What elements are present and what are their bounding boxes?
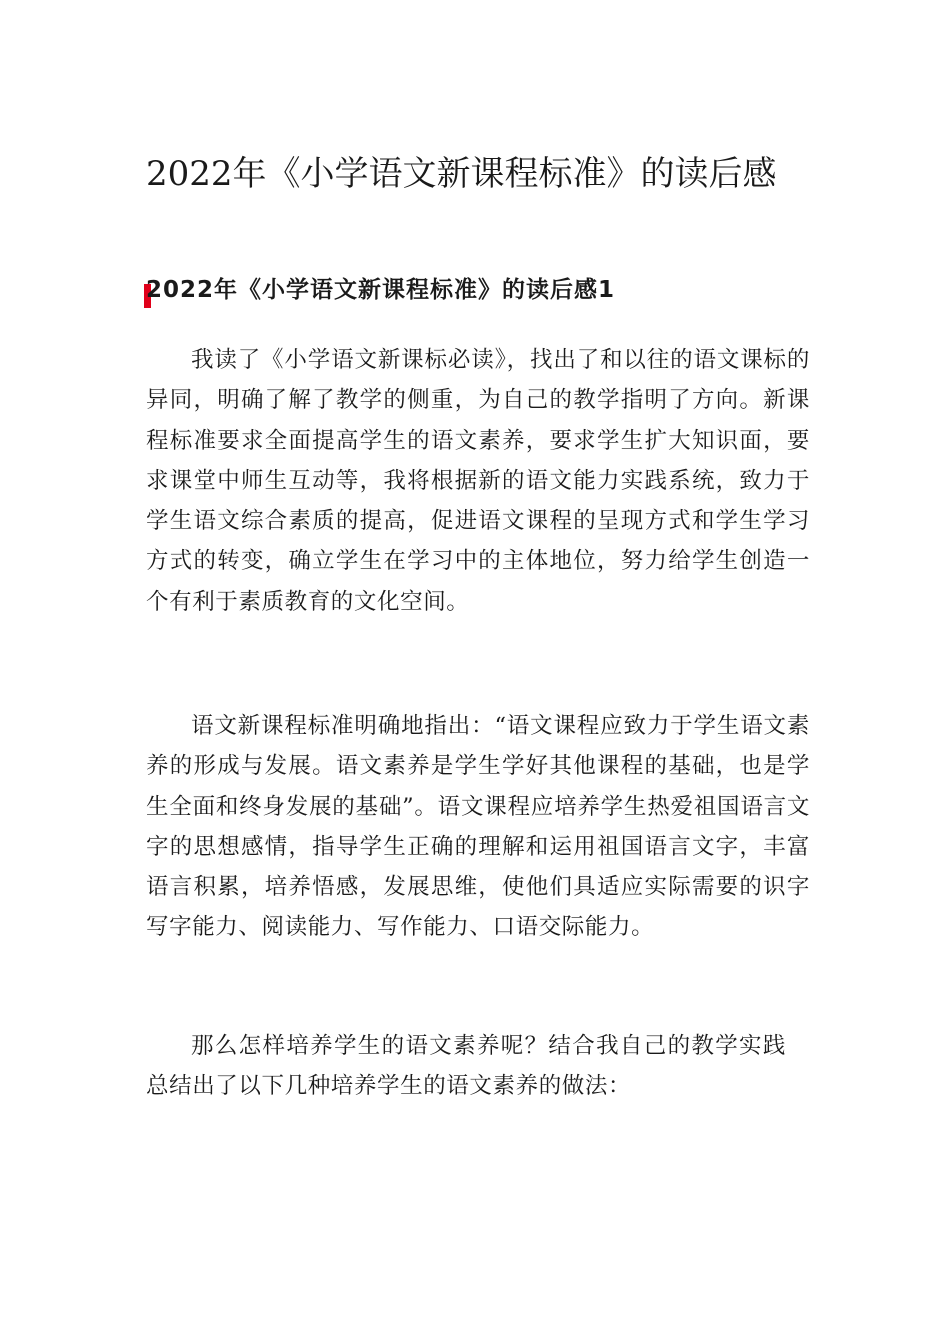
paragraph-2: 语文新课程标准明确地指出：“语文课程应致力于学生语文素养的形成与发展。语文素养是学生学好其他课程的基础，也是学生全面和终身发展的基础”。语文课程应培养学生热爱祖国语言文字的思想感情，指导学生正确的理解和运用祖国语言文字，丰富语言积累，培养悟感，发展思维，使他们具适应实际需要的识字写字能力、阅读能力、写作能力、口语交际能力。 <box>146 713 810 941</box>
paragraph-3: 那么怎样培养学生的语文素养呢？结合我自己的教学实践总结出了以下几种培养学生的语文素养的做法： <box>146 1033 786 1100</box>
paragraph-1: 我读了《小学语文新课标必读》，找出了和以往的语文课标的异同，明确了解了教学的侧重，为自己的教学指明了方向。新课程标准要求全面提高学生的语文素养，要求学生扩大知识面，要求课堂中师生互动等，我将根据新的语文能力实践系统，致力于学生语文综合素质的提高，促进语文课程的呈现方式和学生学习方式的转变，确立学生在学习中的主体地位，努力给学生创造一个有利于素质教育的文化空间。 <box>146 347 810 615</box>
document-title: 2022年《小学语文新课程标准》的读后感 <box>146 154 777 194</box>
section-heading: 2022年《小学语文新课程标准》的读后感1 <box>146 277 616 303</box>
